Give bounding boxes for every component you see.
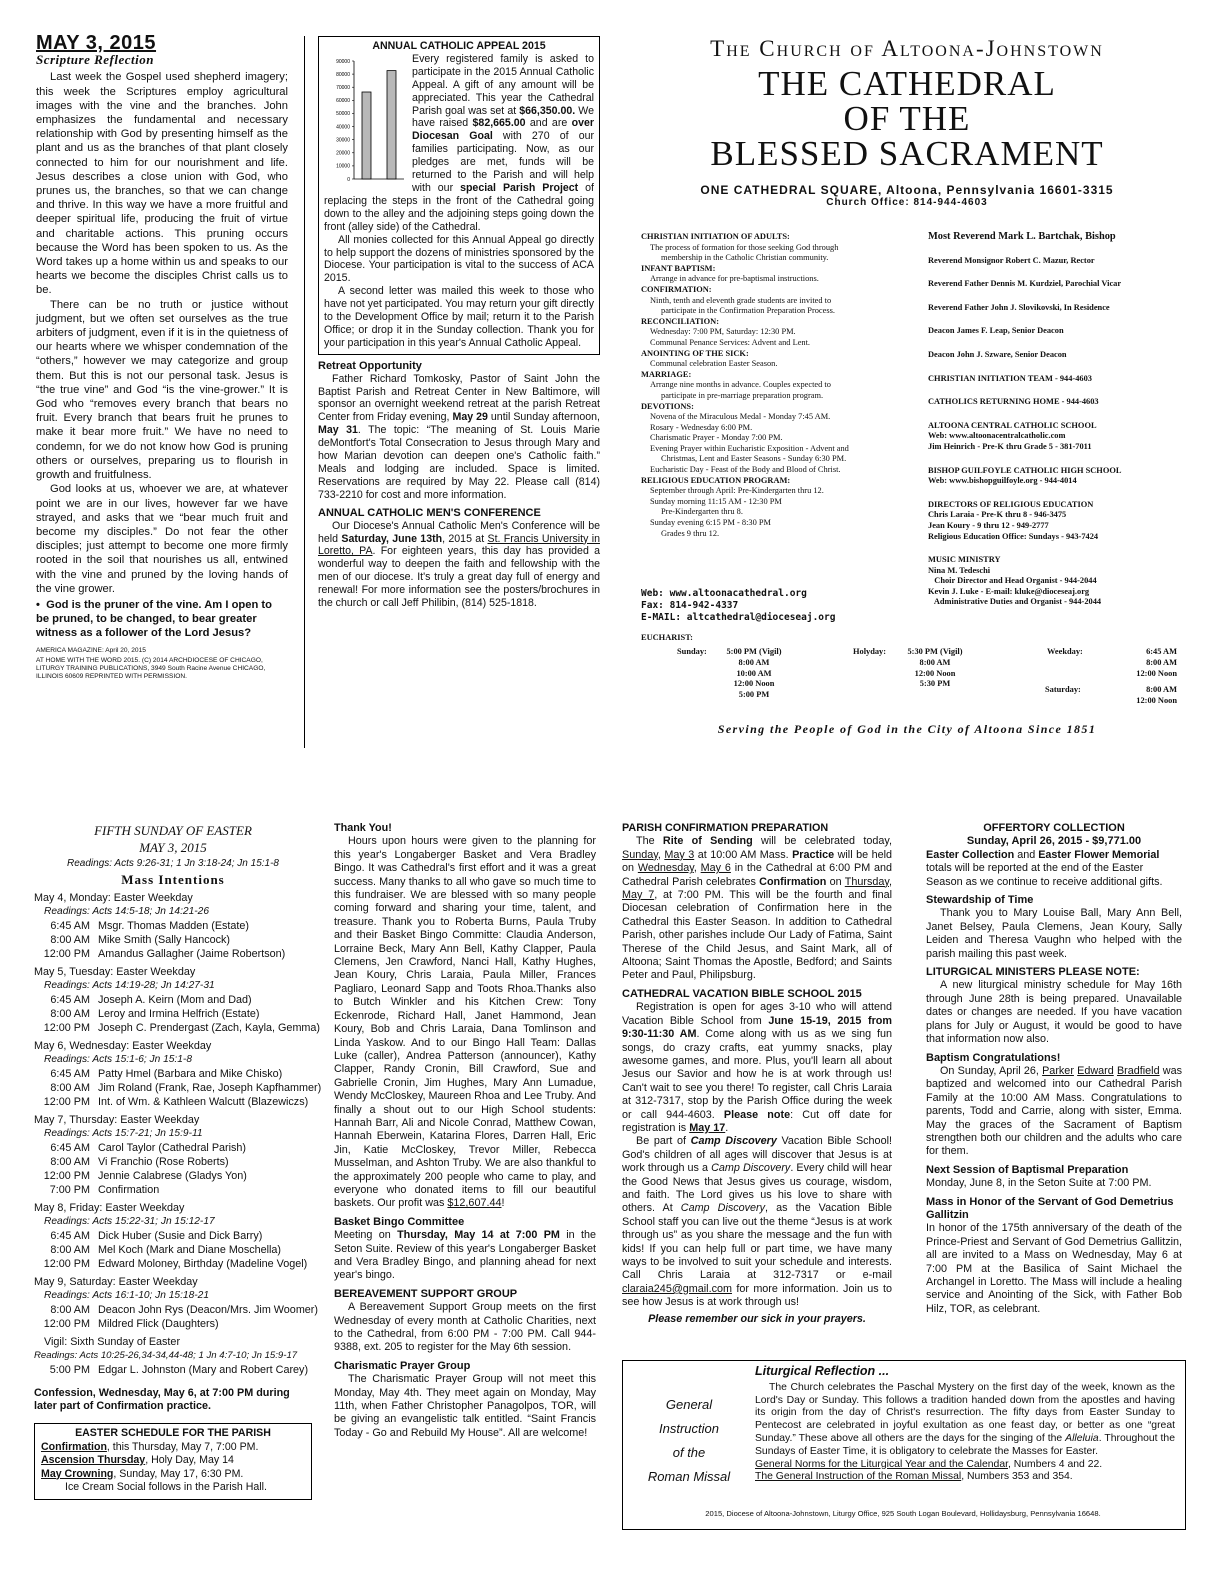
sacrament-line: September through April: Pre-Kindergarten thru 12. bbox=[650, 486, 824, 496]
charismatic-title: Charismatic Prayer Group bbox=[334, 1359, 471, 1372]
clergy-spacer bbox=[928, 337, 1190, 350]
holyday-label: Holyday: bbox=[853, 647, 887, 656]
intention-row bbox=[34, 1303, 319, 1317]
intention-day bbox=[34, 1039, 322, 1109]
liturgical-reflection-content bbox=[755, 1365, 1175, 1484]
intention-row bbox=[34, 1155, 312, 1169]
intention-row bbox=[34, 1067, 312, 1081]
intention-name: Mike Smith (Sally Hancock) bbox=[98, 934, 230, 946]
clergy-line: CATHOLICS RETURNING HOME - 944-4603 bbox=[928, 397, 1099, 407]
liturgical-ministers-title: LITURGICAL MINISTERS PLEASE NOTE: bbox=[926, 966, 1140, 979]
appeal-paragraph: All monies collected for this Annual Appeal go directly to help support the dozens of ministries sponsored by the Diocese. Your participation is vital to the success of ACA 2015. bbox=[324, 233, 594, 285]
clergy-line: MUSIC MINISTRY bbox=[928, 555, 1001, 565]
annual-appeal-box bbox=[318, 36, 600, 355]
chart-y-tick-label: 50000 bbox=[336, 111, 350, 118]
mass-time: 5:00 PM (Vigil) bbox=[726, 647, 782, 656]
sacrament-line: Novena of the Miraculous Medal - Monday 7:45 AM. bbox=[650, 412, 831, 422]
sacrament-line: The process of formation for those seeking God through bbox=[650, 242, 839, 252]
intention-name: Leroy and Irmina Helfrich (Estate) bbox=[98, 1008, 260, 1020]
mass-time: 6:45 AM bbox=[1146, 647, 1177, 656]
easter-schedule-title: EASTER SCHEDULE FOR THE PARISH bbox=[75, 1427, 271, 1439]
intention-name: Vi Franchio (Rose Roberts) bbox=[98, 1156, 229, 1168]
scripture-reflection bbox=[36, 32, 288, 681]
intention-row bbox=[34, 1243, 312, 1257]
weekday-label: Weekday: bbox=[1047, 647, 1083, 656]
clergy-line: Choir Director and Head Organist - 944-2044 bbox=[928, 576, 1097, 586]
charismatic-text: The Charismatic Prayer Group will not meet this Monday, May 4th. They meet again on Monday, May 11th, when Father Christopher Panagolpos, TOR, will be giving an evangelistic talk entitled. “Saint Francis Today - Go and Rebuild My House”. All are welcome! bbox=[334, 1373, 596, 1439]
stewardship-text: Thank you to Mary Louise Ball, Mary Ann Bell, Janet Belsey, Paula Clemens, Jean Koury, Sally Leiden and Theresa Vaughn who helped with the parish mailing this past week. bbox=[926, 907, 1182, 960]
sacrament-line: Charismatic Prayer - Monday 7:00 PM. bbox=[650, 433, 783, 443]
intention-time: 12:00 PM bbox=[43, 1170, 90, 1182]
sacrament-line: Arrange nine months in advance. Couples expected to bbox=[650, 380, 831, 390]
bereavement-title: BEREAVEMENT SUPPORT GROUP bbox=[334, 1287, 518, 1300]
column-divider bbox=[304, 36, 305, 748]
clergy-line: Religious Education Office: Sundays - 943-7424 bbox=[928, 531, 1099, 541]
cathedral-name bbox=[624, 66, 1190, 171]
intention-name: Mildred Flick (Daughters) bbox=[98, 1318, 219, 1330]
offertory-amount: Sunday, April 26, 2015 - $9,771.00 bbox=[966, 835, 1142, 848]
gallitzin-title: Mass in Honor of the Servant of God Demetrius Gallitzin bbox=[926, 1195, 1174, 1221]
intention-time: 8:00 AM bbox=[50, 1008, 90, 1020]
baptism-title: Baptism Congratulations! bbox=[926, 1051, 1061, 1064]
intention-time: 6:45 AM bbox=[50, 1142, 90, 1154]
liturgical-reference: General Norms for the Liturgical Year and the Calendar, Numbers 4 and 22. bbox=[755, 1458, 1103, 1470]
mass-time: 12:00 Noon bbox=[733, 679, 775, 689]
clergy-spacer bbox=[928, 290, 1190, 303]
retreat-text: Father Richard Tomkosky, Pastor of Saint John the Baptist Parish and Retreat Center in New Baltimore, will sponsor an overnight weekend retreat at the parish Retreat Center from Friday evening, May 29 until Sunday afternoon, May 31. The topic: “The meaning of St. Louis Marie deMontfort's Total Consecration to Jesus through Mary and how Marian devotion can deepen one's Catholic faith.” Meals and lodging are included. Space is limited. Reservations are required by May 22. Please call (814) 733-2210 for cost and more information. bbox=[318, 372, 600, 501]
clergy-line: BISHOP GUILFOYLE CATHOLIC HIGH SCHOOL bbox=[928, 465, 1122, 475]
intention-name: Joseph A. Keirn (Mom and Dad) bbox=[98, 994, 252, 1006]
saturday-label: Saturday: bbox=[1045, 685, 1081, 694]
girm-label-line: Instruction bbox=[659, 1421, 719, 1436]
reflection-paragraph: Last week the Gospel used shepherd imagery; this week the Scriptures employ agricultural images with the vine and the branches. John emphasizes the fundamental and necessary relationship with God by presenting himself as the plant and us as the branches of that plant closely connected to him for our nourishment and life. Jesus describes a close union with God, who prunes us, the branches, so that we can change and thrive. In this way we have a more fruitful and deeper spiritual life, producing the fruit of virtue and charitable actions. This pruning occurs because the Word has been spoken to us. As the Word takes up a home within us and speaks to our hearts we become the disciples Christ calls us to be. bbox=[36, 71, 288, 297]
clergy-spacer bbox=[928, 266, 1190, 279]
cathedral-name-line: OF THE bbox=[843, 99, 971, 138]
intention-time: 6:45 AM bbox=[50, 1230, 90, 1242]
eucharist-schedule bbox=[641, 633, 1189, 705]
clergy-line: Administrative Duties and Organist - 944-2044 bbox=[928, 597, 1102, 607]
intention-day-title: May 5, Tuesday: Easter Weekday bbox=[34, 966, 196, 978]
confirmation-text: The Rite of Sending will be celebrated today, Sunday, May 3 at 10:00 AM Mass. Practice will be held on Wednesday, May 6 in the Cathedral at 6:00 PM and Cathedral Parish celebrates Confirmation on Thursday, May 7, at 7:00 PM. This will be the fourth and final Diocesan celebration of Confirmation here in the Cathedral this Easter Season. In addition to Cathedral Parish, other parishes include Our Lady of Fatima, Saint Therese of the Child Jesus, and Saint Mark, all of Altoona; Saint Thomas the Apostle, Bedford; and Saints Peter and Paul, Philipsburg. bbox=[622, 835, 893, 982]
bulletin-date: MAY 3, 2015 bbox=[36, 32, 157, 54]
vigil-mass: 5:00 PM Edgar L. Johnston (Mary and Robert Carey) bbox=[49, 1364, 309, 1376]
weekday-times bbox=[1111, 647, 1177, 679]
clergy-spacer bbox=[928, 384, 1190, 397]
intention-readings: Readings: Acts 16:1-10; Jn 15:18-21 bbox=[44, 1290, 209, 1301]
intention-row bbox=[34, 1021, 321, 1035]
easter-schedule-line: Confirmation, this Thursday, May 7, 7:00 PM. bbox=[41, 1440, 259, 1453]
chart-y-tick-label: 30000 bbox=[336, 137, 350, 144]
intention-row bbox=[34, 947, 312, 961]
sacrament-line: participate in the Confirmation Preparation Process. bbox=[661, 306, 835, 316]
intention-time: 8:00 AM bbox=[50, 1156, 90, 1168]
chart-y-tick-label: 70000 bbox=[336, 84, 350, 91]
intention-day-title: May 4, Monday: Easter Weekday bbox=[34, 892, 193, 904]
intention-day bbox=[34, 1113, 312, 1197]
mens-conference-text: Our Diocese's Annual Catholic Men's Conference will be held Saturday, June 13th, 2015 at St. Francis University in Loretto, PA. For eighteen years, this day has provided a wonderful way to deepen the faith and fellowship with the men of our diocese. It's truly a great day full of energy and renewal! For more information see the posters/brochures in the church or call Jeff Philibin, (814) 525-1818. bbox=[318, 519, 600, 610]
sacrament-heading: RELIGIOUS EDUCATION PROGRAM: bbox=[641, 475, 791, 485]
mass-time: 8:00 AM bbox=[738, 657, 770, 667]
intention-day bbox=[34, 1201, 312, 1271]
intention-row bbox=[34, 1007, 312, 1021]
intention-readings: Readings: Acts 14:19-28; Jn 14:27-31 bbox=[44, 980, 215, 991]
confirmation-title: PARISH CONFIRMATION PREPARATION bbox=[622, 822, 829, 834]
intention-row bbox=[34, 1229, 312, 1243]
offertory-text: Easter Collection and Easter Flower Memorial totals will be reported at the end of the Easter Season as we continue to receive additional gifts. bbox=[926, 848, 1163, 888]
clergy-line: CHRISTIAN INITIATION TEAM - 944-4603 bbox=[928, 373, 1092, 383]
appeal-chart-svg bbox=[324, 55, 406, 185]
sacrament-line: Communal Penance Services: Advent and Lent. bbox=[650, 337, 811, 347]
clergy-line: Reverend Monsignor Robert C. Mazur, Rector bbox=[928, 255, 1095, 265]
appeal-chart bbox=[324, 55, 406, 185]
clergy-line: Deacon John J. Szware, Senior Deacon bbox=[928, 349, 1067, 359]
clergy-directory bbox=[928, 232, 1190, 608]
chart-y-tick-label: 40000 bbox=[336, 124, 350, 131]
girm-label-line: General bbox=[665, 1397, 713, 1412]
intention-readings: Readings: Acts 15:7-21; Jn 15:9-11 bbox=[44, 1128, 203, 1139]
sacraments-info bbox=[641, 232, 916, 539]
clergy-line: Web: www.bishopguilfoyle.org - 944-4014 bbox=[928, 476, 1077, 486]
vbs-email-link[interactable]: claraia245@gmail.com bbox=[622, 1282, 732, 1295]
intention-name: Confirmation bbox=[98, 1184, 160, 1196]
clergy-spacer bbox=[928, 408, 1190, 421]
mass-time: 10:00 AM bbox=[736, 668, 772, 678]
clergy-spacer bbox=[928, 361, 1190, 374]
liturgical-reflection-title: Liturgical Reflection ... bbox=[755, 1364, 890, 1378]
sacrament-line: Wednesday: 7:00 PM, Saturday: 12:30 PM. bbox=[650, 327, 796, 337]
sacrament-line: Rosary - Wednesday 6:00 PM. bbox=[650, 422, 753, 432]
intention-day-title: May 7, Thursday: Easter Weekday bbox=[34, 1114, 200, 1126]
clergy-spacer bbox=[928, 243, 1190, 256]
mass-time: 8:00 AM bbox=[919, 657, 951, 667]
clergy-spacer bbox=[928, 487, 1190, 500]
offertory-heading: OFFERTORY COLLECTION bbox=[983, 822, 1125, 834]
baptism-prep-text: Monday, June 8, in the Seton Suite at 7:00 PM. bbox=[926, 1177, 1152, 1190]
clergy-line: Most Reverend Mark L. Bartchak, Bishop bbox=[928, 231, 1116, 242]
church-name: The Church of Altoona-Johnstown bbox=[710, 36, 1104, 61]
appeal-paragraph: Every registered family is asked to participate in the 2015 Annual Catholic Appeal. A gift of any amount will be appreciated. This year the Cathedral Parish goal was set at $66,350.00. We have raised $82,665.00 and are over Diocesan Goal with 270 of our families participating. Now, as our pledges are met, funds will be returned to the Parish and will help with our special Parish Project of replacing the steps in the front of the Cathedral going down to the alley and the adjoining steps going down the front (alley side) of the Cathedral. bbox=[324, 52, 595, 233]
intention-row bbox=[34, 919, 312, 933]
easter-schedule-line: Ice Cream Social follows in the Parish Hall. bbox=[65, 1481, 267, 1493]
sunday-title bbox=[34, 822, 312, 856]
sacrament-heading: CONFIRMATION: bbox=[641, 284, 712, 294]
sacrament-line: Evening Prayer within Eucharistic Exposition - Advent and bbox=[650, 443, 849, 453]
reflection-paragraph: There can be no truth or justice without judgment, but we often set ourselves as the true arbiters of judgment, even if it is in the quietness of our hearts where we whisper condemnation of the “others,” however we may categorize and group them. But this is not our personal task. Jesus is “the true vine” and God “is the vine-grower.” It is God who “removes every branch that bears no fruit. Every branch that bears fruit he prunes to make it bear more fruit.” We have no need to condemn, for we do not know how God is pruning others or ourselves, preparing us to flourish in growth and fruitfulness. bbox=[36, 298, 288, 482]
retreat-title: Retreat Opportunity bbox=[318, 359, 422, 372]
offertory-title bbox=[926, 822, 1182, 849]
mass-time: 12:00 Noon bbox=[914, 668, 956, 678]
intention-readings: Readings: Acts 15:22-31; Jn 15:12-17 bbox=[44, 1216, 215, 1227]
intention-row bbox=[34, 1183, 312, 1197]
girm-label-line: Roman Missal bbox=[647, 1469, 731, 1484]
intention-time: 6:45 AM bbox=[50, 1068, 90, 1080]
sacrament-line: Sunday evening 6:15 PM - 8:30 PM bbox=[650, 518, 771, 528]
intention-day bbox=[34, 1275, 319, 1331]
intention-name: Msgr. Thomas Madden (Estate) bbox=[98, 920, 250, 932]
intention-time: 12:00 PM bbox=[43, 948, 90, 960]
intention-name: Jim Roland (Frank, Rae, Joseph Kapfhammer) bbox=[98, 1082, 322, 1094]
intention-row bbox=[34, 1169, 312, 1183]
easter-schedule-box bbox=[34, 1423, 312, 1500]
sacrament-line: Communal celebration Easter Season. bbox=[650, 359, 778, 369]
intention-name: Mel Koch (Mark and Diane Moschella) bbox=[98, 1244, 282, 1256]
eucharist-label: EUCHARIST: bbox=[641, 633, 693, 642]
cathedral-name-line: THE CATHEDRAL bbox=[758, 64, 1056, 103]
clergy-line: Kevin J. Luke - E-mail: kluke@dioceseaj.org bbox=[928, 586, 1090, 596]
intention-time: 8:00 AM bbox=[50, 1082, 90, 1094]
intention-day-title: May 6, Wednesday: Easter Weekday bbox=[34, 1040, 212, 1052]
sick-prayer-note: Please remember our sick in your prayers. bbox=[648, 1312, 866, 1325]
fax-number: Fax: 814-942-4337 bbox=[641, 600, 739, 611]
appeal-title: ANNUAL CATHOLIC APPEAL 2015 bbox=[372, 40, 546, 52]
mass-time: 12:00 Noon bbox=[1136, 668, 1177, 678]
sunday-times bbox=[719, 647, 789, 701]
web-address: Web: www.altoonacathedral.org bbox=[641, 588, 807, 599]
mass-intentions-title: Mass Intentions bbox=[121, 872, 225, 887]
intention-time: 8:00 AM bbox=[50, 934, 90, 946]
offertory-column bbox=[926, 822, 1182, 1316]
sacrament-heading: INFANT BAPTISM: bbox=[641, 263, 716, 273]
baptism-prep-title: Next Session of Baptismal Preparation bbox=[926, 1163, 1129, 1176]
sacrament-line: Grades 9 thru 12. bbox=[661, 528, 720, 538]
chart-y-tick-label: 10000 bbox=[336, 163, 350, 170]
intention-time: 8:00 AM bbox=[50, 1244, 90, 1256]
sacrament-line: Pre-Kindergarten thru 8. bbox=[661, 507, 743, 517]
reflection-source: AMERICA MAGAZINE: April 20, 2015 bbox=[36, 646, 146, 654]
chart-y-tick-label: 90000 bbox=[336, 58, 350, 65]
intention-row bbox=[34, 1257, 312, 1271]
mass-time: 5:00 PM bbox=[738, 690, 770, 700]
sunday-label: Sunday: bbox=[677, 647, 707, 656]
liturgical-reflection-box bbox=[622, 1360, 1186, 1530]
intention-name: Dick Huber (Susie and Dick Barry) bbox=[98, 1230, 263, 1242]
bereavement-text: A Bereavement Support Group meets on the first Wednesday of every month at Catholic Charities, next to the Cathedral, from 6:00 PM - 7:00 PM. Call 944-9388, ext. 205 to register for the May 6th session. bbox=[334, 1301, 596, 1354]
intention-row bbox=[34, 1095, 312, 1109]
thank-you-title: Thank You! bbox=[334, 822, 392, 834]
intention-day bbox=[34, 891, 312, 961]
chart-y-tick-label: 0 bbox=[347, 176, 350, 183]
clergy-line: DIRECTORS OF RELIGIOUS EDUCATION bbox=[928, 499, 1094, 509]
gallitzin-text: In honor of the 175th anniversary of the death of the Prince-Priest and Servant of God Demetrius Gallitzin, all are invited to a Mass on Wednesday, May 6 at 7:00 PM at the Basilica of Saint Michael the Archangel in Loretto. The Mass will include a healing service and Anointing of the Sick, with Father Bob Hilz, TOR, as celebrant. bbox=[926, 1222, 1182, 1315]
contact-web bbox=[641, 588, 941, 624]
intention-day-title: May 8, Friday: Easter Weekday bbox=[34, 1202, 185, 1214]
sacrament-line: Christmas, Lent and Easter Seasons - Sunday 6:30 PM. bbox=[661, 454, 847, 464]
clergy-line: Web: www.altoonacentralcatholic.com bbox=[928, 431, 1066, 441]
clergy-line: Reverend Father Dennis M. Kurdziel, Parochial Vicar bbox=[928, 279, 1122, 289]
cathedral-address: ONE CATHEDRAL SQUARE, Altoona, Pennsylvania 16601-3315 bbox=[700, 183, 1114, 197]
church-office-phone: Church Office: 814-944-4603 bbox=[826, 197, 988, 208]
clergy-line: Nina M. Tedeschi bbox=[928, 565, 991, 575]
intention-day-title: May 9, Saturday: Easter Weekday bbox=[34, 1276, 198, 1288]
saturday-times bbox=[1111, 685, 1177, 707]
clergy-line: Jim Heinrich - Pre-K thru Grade 5 - 381-7011 bbox=[928, 441, 1092, 451]
mass-time: 5:30 PM bbox=[919, 679, 951, 689]
intention-row bbox=[34, 1081, 322, 1095]
reflection-heading: Scripture Reflection bbox=[36, 52, 154, 68]
clergy-line: Jean Koury - 9 thru 12 - 949-2777 bbox=[928, 520, 1049, 530]
sacrament-heading: CHRISTIAN INITIATION OF ADULTS: bbox=[641, 232, 790, 241]
girm-label bbox=[629, 1393, 749, 1489]
intention-name: Carol Taylor (Cathedral Parish) bbox=[98, 1142, 247, 1154]
sunday-date: MAY 3, 2015 bbox=[139, 840, 207, 855]
sacrament-heading: ANOINTING OF THE SICK: bbox=[641, 348, 749, 358]
sacrament-line: Eucharistic Day - Feast of the Body and Blood of Christ. bbox=[650, 465, 841, 475]
sacrament-heading: DEVOTIONS: bbox=[641, 401, 694, 411]
masthead bbox=[624, 36, 1190, 208]
intention-name: Amandus Gallagher (Jaime Robertson) bbox=[98, 948, 286, 960]
girm-label-line: of the bbox=[672, 1445, 706, 1460]
clergy-spacer bbox=[928, 542, 1190, 555]
reflection-bullet: • God is the pruner of the vine. Am I open to be pruned, to be changed, to bear greater witness as a follower of the Lord Jesus? bbox=[36, 598, 272, 640]
mens-conference-title: ANNUAL CATHOLIC MEN'S CONFERENCE bbox=[318, 506, 541, 519]
intention-row bbox=[34, 933, 312, 947]
intention-name: Int. of Wm. & Kathleen Walcutt (Blazewiczs) bbox=[98, 1096, 309, 1108]
vigil-day: Vigil: Sixth Sunday of Easter bbox=[44, 1336, 181, 1348]
chart-y-tick-label: 80000 bbox=[336, 71, 350, 78]
stewardship-title: Stewardship of Time bbox=[926, 894, 1034, 907]
mass-time: 8:00 AM bbox=[1146, 657, 1177, 667]
vbs-text: Be part of Camp Discovery Vacation Bible School! God's children of all ages will discover that Jesus is at work through us a Camp Discovery. Every child will hear the Good News that Jesus gives us courage, wisdom, and faith. The Lord gives us his love to share with others. At Camp Discovery, as the Vacation Bible School staff you can live out the theme “Jesus is at work through us” as you share the message and the fun with kids! If you can help full or part time, we have many ways to be involved to suit your schedule and interests. Call Chris Laraia at 312-7317 or e-mail claraia245@gmail.com for more information. Join us to see how Jesus is at work through us! bbox=[622, 1135, 892, 1309]
email-address: E-MAIL: altcathedral@dioceseaj.org bbox=[641, 612, 836, 623]
intention-time: 8:00 AM bbox=[50, 1304, 90, 1316]
confession-note: Confession, Wednesday, May 6, at 7:00 PM during later part of Confirmation practice. bbox=[34, 1387, 290, 1412]
intention-time: 7:00 PM bbox=[49, 1184, 90, 1196]
bingo-title: Basket Bingo Committee bbox=[334, 1215, 465, 1228]
intention-readings: Readings: Acts 15:1-6; Jn 15:1-8 bbox=[44, 1054, 192, 1065]
holyday-times bbox=[895, 647, 975, 690]
intention-time: 6:45 AM bbox=[50, 920, 90, 932]
chart-y-tick-label: 60000 bbox=[336, 98, 350, 105]
sacrament-line: participate in pre-marriage preparation program. bbox=[661, 390, 824, 400]
liturgical-reference: The General Instruction of the Roman Missal, Numbers 353 and 354. bbox=[755, 1471, 1073, 1483]
sacrament-line: Arrange in advance for pre-baptismal instructions. bbox=[650, 274, 819, 284]
sacrament-line: Ninth, tenth and eleventh grade students are invited to bbox=[650, 295, 832, 305]
reflection-copyright: AT HOME WITH THE WORD 2015. (C) 2014 ARCHDIOCESE OF CHICAGO, LITURGY TRAINING PUBLICATIONS, 3949 South Racine Avenue CHICAGO, ILLINOIS 60609 REPRINTED WITH PERMISSION. bbox=[36, 656, 266, 680]
sacrament-line: membership in the Catholic Christian community. bbox=[661, 253, 829, 263]
intention-name: Patty Hmel (Barbara and Mike Chisko) bbox=[98, 1068, 283, 1080]
easter-schedule-line: Ascension Thursday, Holy Day, May 14 bbox=[41, 1454, 234, 1466]
cathedral-name-line: BLESSED SACRAMENT bbox=[710, 134, 1104, 173]
intention-name: Joseph C. Prendergast (Zach, Kayla, Gemma) bbox=[98, 1022, 321, 1034]
intention-row bbox=[34, 1317, 312, 1331]
intention-days bbox=[34, 891, 322, 1331]
thank-you-column bbox=[334, 822, 596, 1440]
sacrament-heading: RECONCILIATION: bbox=[641, 316, 720, 326]
clergy-line: Deacon James F. Leap, Senior Deacon bbox=[928, 326, 1064, 336]
intention-name: Jennie Calabrese (Gladys Yon) bbox=[98, 1170, 247, 1182]
sacrament-heading: MARRIAGE: bbox=[641, 369, 692, 379]
intention-time: 12:00 PM bbox=[43, 1022, 90, 1034]
confirmation-column bbox=[622, 822, 892, 1326]
intention-day bbox=[34, 965, 321, 1035]
intention-row bbox=[34, 993, 312, 1007]
appeal-paragraph: A second letter was mailed this week to those who have not yet participated. You may return your gift directly to the Development Office by mail; return it to the Parish Office; or drop it in the Sunday collection. Thank you for your participation in this year's Annual Catholic Appeal. bbox=[324, 285, 594, 349]
easter-schedule-line: May Crowning, Sunday, May 17, 6:30 PM. bbox=[41, 1467, 244, 1480]
middle-column bbox=[318, 36, 600, 610]
intention-time: 12:00 PM bbox=[43, 1258, 90, 1270]
intention-name: Edward Moloney, Birthday (Madeline Vogel) bbox=[98, 1258, 308, 1270]
chart-y-tick-label: 20000 bbox=[336, 150, 350, 157]
vbs-text: Registration is open for ages 3-10 who will attend Vacation Bible School from June 15-19, 2015 from 9:30-11:30 AM. Come along with us as we sing fun songs, do crazy crafts, eat yummy snacks, play awesome games, and more. Plus, you'll learn all about Jesus our Savior and how he is at work through us! Can't wait to see you there! To register, call Chris Laraia at 312-7317, stop by the Parish Office during the week or call 944-4603. Please note: Cut off date for registration is May 17. bbox=[622, 1001, 892, 1134]
intention-readings: Readings: Acts 14:5-18; Jn 14:21-26 bbox=[44, 906, 209, 917]
serving-tagline: Serving the People of God in the City of Altoona Since 1851 bbox=[717, 722, 1097, 736]
thank-you-text: Hours upon hours were given to the planning for this year's Longaberger Basket and Vera Bradley Bingo. It was Cathedral's first effort and it was a great success. Many thanks to all who gave so much time to this fundraiser. We are blessed with so many people coming forward and sharing your time, talent, and treasure. Thank you to Roberta Burns, Paula Truby and their Basket Bingo Committe: Claudia Anderson, Lorraine Beck, Mary Ann Bell, Kathy Clapper, Paula Clemens, Jen Crawford, Nanci Hall, Kathy Hughes, Jean Koury, Chris Laraia, Paula Miller, Frances Pagliaro, Leonard Sapp and Toots Rhoa.Thanks also to Butch Winkler and his Kitchen Crew: Tony Eckenrode, Richard Hall, Janet Hammond, Jean Koury, Bob and Chris Laraia, Dana Tomlinson and Linda Yaskow. And to our Bingo Hall Team: Dallas Luke (caller), Andrea Patterson (announcer), Kathy Clapper, Randy Cronin, Bill Crawford, Sue and Gabrielle Cronin, Jim Hughes, Mary Ann Lumadue, Wendy McCloskey, Maureen Rhoa and Lee Truby. And finally a shout out to our High School students: Hannah Barr, Ali and Nicole Conrad, Matthew Cowan, Hannah Eberwein, Katarina Flores, Darren Hall, Eric Jin, Katie McCloskey, Trevor Miller, Rebecca Musselman, and Ashton Truby. We are also thankful to the approximately 200 people who came to play, and everyone who donated items to fill our beautiful baskets. Our profit was $12,607.44! bbox=[334, 835, 596, 1210]
clergy-line: Chris Laraia - Pre-K thru 8 - 946-3475 bbox=[928, 510, 1067, 520]
liturgical-reflection-text: The Church celebrates the Paschal Mystery on the first day of the week, known as the Lord's Day or Sunday. This follows a tradition handed down from the apostles and having its origin from the day of Christ's resurrection. The fifty days from Easter Sunday to Pentecost are celebrated in joyful exultation as one feast day, or better as one “great Sunday.” These above all others are the days for the singing of the Alleluia. Throughout the Sundays of Easter Time, it is obligatory to celebrate the Masses for Easter. bbox=[755, 1381, 1175, 1457]
chart-bar-goal bbox=[362, 92, 371, 179]
clergy-line: ALTOONA CENTRAL CATHOLIC SCHOOL bbox=[928, 420, 1097, 430]
chart-bar-raised bbox=[387, 71, 396, 179]
bingo-text: Meeting on Thursday, May 14 at 7:00 PM in the Seton Suite. Review of this year's Longaberger Basket and Vera Bradley Bingo, and planning ahead for next year's bingo. bbox=[334, 1229, 596, 1282]
intention-row bbox=[34, 1141, 312, 1155]
vigil-readings: Readings: Acts 10:25-26,34-34,44-48; 1 Jn 4:7-10; Jn 15:9-17 bbox=[34, 1350, 298, 1361]
sacrament-line: Sunday morning 11:15 AM - 12:30 PM bbox=[650, 496, 782, 506]
clergy-line: Reverend Father John J. Slovikovski, In Residence bbox=[928, 302, 1110, 312]
liturgy-office-footer: 2015, Diocese of Altoona-Johnstown, Liturgy Office, 925 South Logan Boulevard, Hollidaysburg, Pennsylvania 16648. bbox=[705, 1509, 1101, 1518]
intention-name: Deacon John Rys (Deacon/Mrs. Jim Woomer) bbox=[98, 1304, 319, 1316]
sunday-name: FIFTH SUNDAY OF EASTER bbox=[94, 823, 252, 838]
mass-time: 12:00 Noon bbox=[1136, 695, 1177, 705]
clergy-spacer bbox=[928, 453, 1190, 466]
mass-time: 8:00 AM bbox=[1146, 685, 1177, 694]
vbs-title: CATHEDRAL VACATION BIBLE SCHOOL 2015 bbox=[622, 987, 862, 1000]
intention-time: 12:00 PM bbox=[43, 1096, 90, 1108]
mass-time: 5:30 PM (Vigil) bbox=[907, 647, 963, 656]
liturgical-ministers-text: A new liturgical ministry schedule for May 16th through June 28th is being prepared. Unavailable dates or changes are needed. If you have vacation plans for July or August, it would be good to have that information now also. bbox=[926, 979, 1182, 1046]
reflection-paragraph: God looks at us, whoever we are, at whatever point we are in our lives, however far we have strayed, and asks that we “bear much fruit and become my disciples.” Do not fear the other disciples; just attempt to become one more firmly rooted in the soil that nourishes us all, entwined with the vine and pruned by the loving hands of the vine grower. bbox=[36, 483, 288, 595]
mass-intentions bbox=[34, 822, 322, 1500]
intention-time: 6:45 AM bbox=[50, 994, 90, 1006]
intention-time: 12:00 PM bbox=[43, 1318, 90, 1330]
baptism-text: On Sunday, April 26, Parker Edward Bradfield was baptized and welcomed into our Cathedral Parish Family at the 10:00 AM Mass. Congratulations to parents, Todd and Carrie, along with sister, Emma. May the graces of the Sacrament of Baptism strengthen both our children and the adults who care for them. bbox=[926, 1064, 1183, 1158]
clergy-spacer bbox=[928, 313, 1190, 326]
sunday-readings: Readings: Acts 9:26-31; 1 Jn 3:18-24; Jn 15:1-8 bbox=[67, 858, 279, 869]
